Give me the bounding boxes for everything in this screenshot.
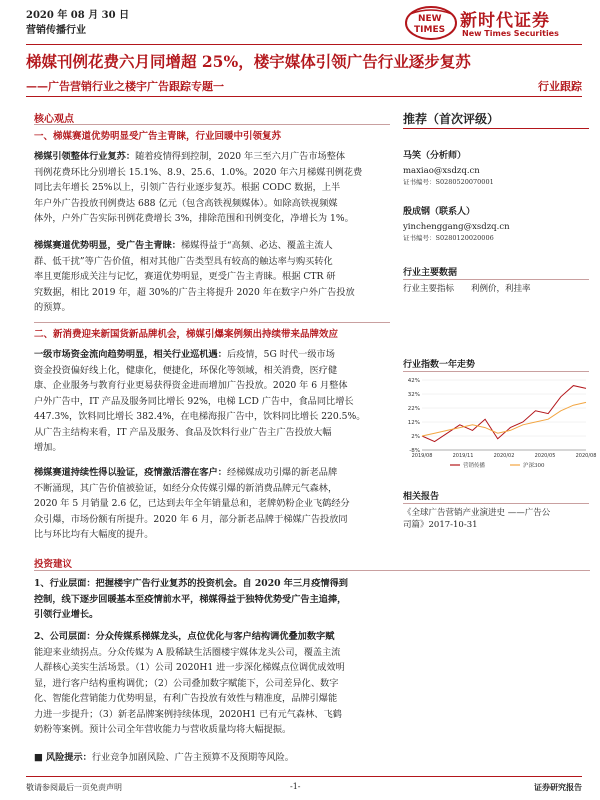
report-date: 2020 年 08 月 30 日 <box>26 10 130 21</box>
industry-label: 营销传播行业 <box>26 25 86 36</box>
trend-title: 行业指数一年走势 <box>403 360 476 370</box>
x-tick-label: 2019/11 <box>452 453 474 459</box>
industry-data-divider <box>403 279 589 280</box>
analyst-name: 殷成钢（联系人） <box>403 207 476 217</box>
analyst-1 <box>403 148 494 186</box>
brand-name-en: New Times Securities <box>462 29 559 38</box>
y-tick-label: 42% <box>407 378 420 384</box>
section-2-heading: 二、新消费迎来新国货新品牌机会，梯媒引爆案例频出持续带来品牌效应 <box>34 329 339 340</box>
subtitle-divider <box>26 96 582 97</box>
bullet-icon: ■ <box>34 752 43 763</box>
footer-divider <box>26 776 582 777</box>
section-2-paragraph-1: 一级市场资金流向趋势明显，相关行业巡机遇：后疫情，5G 时代一级市场 资金投资偏好线上化，健康化，便捷化，环保化等领域，相关消费，医疗健 康、企业服务与教育行业更易获得资金进而增加广告投放。2020 年 6 月整体 户外广告中，IT 产品及服务同比增长 92%，电梯 LCD 广告中，食品同比增长 447.3%，饮料同比增长 382.4%，在电梯海报广告中，饮料同比增长 220.5%。 从广告主结构来看，IT 产品及服务、食品及饮料行业广告主广告投放大幅 增加。 <box>34 349 366 453</box>
related-divider <box>403 503 589 504</box>
paragraph-lead: 梯媒赛道优势明显，受广告主青睐： <box>34 240 181 251</box>
brand-logo <box>404 4 594 42</box>
paragraph-lead: 一级市场资金流向趋势明显，相关行业巡机遇： <box>34 349 227 360</box>
analyst-name: 马笑（分析师） <box>403 151 467 161</box>
paragraph-lead: 梯媒赛道持续性得以验证，疫情激活潜在客户： <box>34 467 227 478</box>
core-divider <box>34 124 390 125</box>
industry-data-title: 行业主要数据 <box>403 268 458 278</box>
report-title: 梯媒刊例花费六月同增超 25%，楼宇媒体引领广告行业逐步复苏 <box>26 52 471 71</box>
core-points-heading: 核心观点 <box>34 114 74 125</box>
y-tick-label: 2% <box>411 434 420 440</box>
investment-divider <box>34 570 590 571</box>
y-tick-label: 22% <box>407 406 420 412</box>
investment-item-2: 2、公司层面：分众传媒系梯媒龙头，点位优化与客户结构调优叠加数字赋 能迎来业绩拐点。分众传媒为 A 股稀缺生活圈楼宇媒体龙头公司，覆盖主流 人群核心美实生活场景。（1）公司 2020H1 进一步深化梯媒点位调优成效明 显，进行客户结构重构调优；（2）公司叠加数字赋能下，公司差异化、数字 化、智能化营销能力优势明显，有利广告投放有效性与精准度，品牌引爆能 力进一步提升；（3）新老品牌案例持续体现，2020H1 已有元气森林、飞鹤 奶粉等案例。预计公司全年营收能力与营收质量均将大幅提振。 <box>34 631 345 735</box>
investment-heading: 投资建议 <box>34 559 73 570</box>
related-reports-title: 相关报告 <box>403 492 440 502</box>
x-tick-label: 2019/08 <box>411 453 433 459</box>
x-tick-label: 2020/02 <box>493 453 515 459</box>
rating: 推荐（首次评级） <box>403 112 500 126</box>
paragraph-lead: 梯媒引领整体行业复苏： <box>34 151 136 162</box>
trend-divider <box>403 371 589 372</box>
section-2-divider <box>34 322 390 323</box>
investment-item-1: 1、行业层面：把握楼宇广告行业复苏的投资机会。自 2020 年三月疫情得到 控制，线下逐步回暖基本至疫情前水平，梯媒得益于独特优势受广告主追捧， 引领行业增长。 <box>34 578 348 620</box>
risk-label: 风险提示： <box>45 752 92 763</box>
risk-text: 行业竞争加剧风险、广告主预算不及预期等风险。 <box>91 752 294 763</box>
analyst-email: maxiao@xsdzq.cn <box>403 166 480 176</box>
x-tick-label: 2020/08 <box>575 453 597 459</box>
header-divider <box>26 44 582 45</box>
section-1-heading: 一、梯媒赛道优势明显受广告主青睐，行业回暖中引领复苏 <box>34 131 282 142</box>
page-number: -1- <box>290 782 301 791</box>
footer-report-type: 证券研究报告 <box>534 782 582 792</box>
legend-label: 营销传播 <box>463 463 486 469</box>
risk-warning <box>34 749 294 763</box>
logo-globe-icon <box>404 4 458 42</box>
footer-disclaimer: 敬请参阅最后一页免责声明 <box>26 783 122 792</box>
analyst-email: yinchenggang@xsdzq.cn <box>403 222 510 232</box>
analyst-cert: 证书编号：S0280520070001 <box>403 178 494 186</box>
analyst-2 <box>403 204 510 242</box>
series-line <box>422 402 586 436</box>
section-1-paragraph-1: 梯媒引领整体行业复苏：随着疫情得到控制，2020 年三至六月广告市场整体 刊例花费环比分别增长 15.1%、8.9、25.6、1.0%。2020 年六月梯媒刊例花费 同比去年增长 25%以上，引领广告行业逐步复苏。根据 CODC 数据，上半 年户外广告投放刊例费达 688 亿元（包含高铁视频媒体）。如除高铁视频媒 体外，户外广告实际刊例花费增长 3%，排除范围和刊例变化，净增长为 1%。 <box>34 151 363 224</box>
brand-name-cn: 新时代证券 <box>460 11 550 31</box>
logo-text-bottom: TIMES <box>414 25 446 35</box>
legend-label: 沪深300 <box>523 463 545 469</box>
report-type: 行业跟踪 <box>538 80 582 93</box>
y-tick-label: 12% <box>407 420 420 426</box>
x-tick-label: 2020/05 <box>534 453 556 459</box>
index-trend-chart <box>400 374 597 474</box>
rating-divider <box>403 128 589 129</box>
logo-text-top: NEW <box>418 14 442 24</box>
analyst-cert: 证书编号：S0280120020006 <box>403 234 494 242</box>
related-report-item[interactable]: 《全球广告营销产业演进史 ——广告公 司篇》2017-10-31 <box>403 508 551 530</box>
section-1-paragraph-2: 梯媒赛道优势明显，受广告主青睐：梯媒得益于“高频、必达、覆盖主流人 群、低干扰”等广告价值，相对其他广告类型具有较高的触达率与购买转化 率且更能形成关注与记忆，赛道优势明显，更受广告主青睐。根据 CTR 研 究数据，相比 2019 年，超 30%的广告主将提升 2020 年在数字户外广告投放 的预算。 <box>34 240 355 313</box>
y-tick-label: 32% <box>407 392 420 398</box>
section-2-paragraph-2: 梯媒赛道持续性得以验证，疫情激活潜在客户：经梯媒成功引爆的新老品牌 不断涌现，其广告价值被验证，如经分众传媒引爆的新消费品牌元气森林， 2020 年 5 月销量 2.6 亿，已达到去年全年销量总和，老牌奶粉企业飞鹤经分 众引爆，市场份额有所提升。2020 年 6 月，部分新老品牌于梯媒广告投放同 比与环比均有大幅度的提升。 <box>34 467 350 540</box>
industry-data-row: 行业主要指标 利例价，利挂率 <box>403 284 531 294</box>
y-tick-label: -8% <box>409 448 420 454</box>
report-subtitle: ——广告营销行业之楼宇广告跟踪专题一 <box>26 80 224 93</box>
